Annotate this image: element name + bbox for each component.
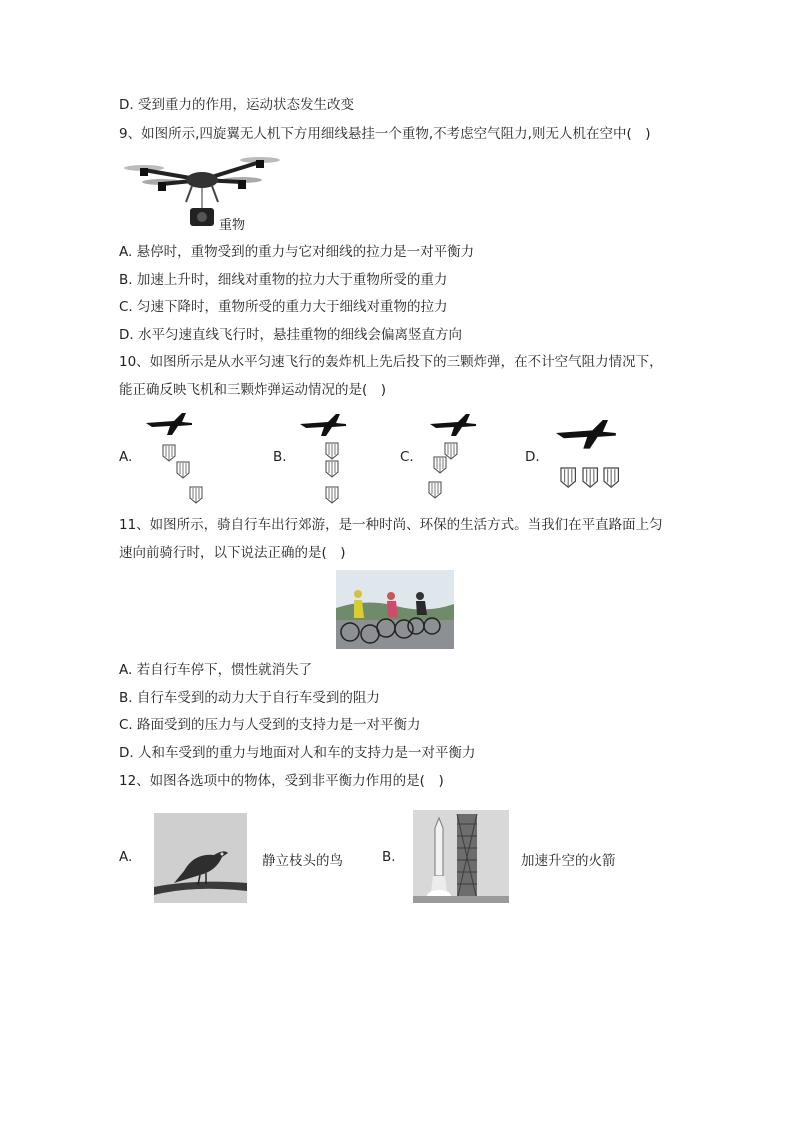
q10-stem-line1: 10、如图所示是从水平匀速飞行的轰炸机上先后投下的三颗炸弹，在不计空气阻力情况下， [119,354,663,370]
q11-option-c: C. 路面受到的压力与人受到的支持力是一对平衡力 [119,717,421,733]
bomb-icon [583,468,597,487]
q10-option-c-label: C. [400,449,414,465]
q10-option-d-label: D. [525,449,540,465]
q12-option-b-label: B. [382,849,396,865]
q11-option-d: D. 人和车受到的重力与地面对人和车的支持力是一对平衡力 [119,745,476,761]
bomb-icon [604,468,618,487]
q12-option-a-caption: 静立枝头的鸟 [262,853,343,869]
bomb-icon [561,468,575,487]
q10-option-a-label: A. [119,449,133,465]
q10-figures [0,0,794,520]
weight-label: 重物 [219,218,246,233]
bomb-icon [177,462,189,478]
bomb-icon [434,457,446,473]
bomb-icon [326,443,338,459]
q12-stem: 12、如图各选项中的物体，受到非平衡力作用的是( ) [119,773,444,789]
bomb-icon [190,487,202,503]
q12-option-a-label: A. [119,849,133,865]
bomb-icon [429,482,441,498]
plane-icon [430,414,476,436]
bomb-icon [445,443,457,459]
q9-option-d: D. 水平匀速直线飞行时，悬挂重物的细线会偏离竖直方向 [119,327,462,343]
plane-icon [300,414,346,436]
q11-stem-line2: 速向前骑行时，以下说法正确的是( ) [119,545,346,561]
plane-icon [556,420,616,449]
q9-option-a: A. 悬停时，重物受到的重力与它对细线的拉力是一对平衡力 [119,244,475,260]
q10-stem-line2: 能正确反映飞机和三颗炸弹运动情况的是( ) [119,382,387,398]
q11-option-a: A. 若自行车停下，惯性就消失了 [119,662,313,678]
plane-icon [146,413,192,435]
bomb-icon [163,445,175,461]
bomb-icon [326,487,338,503]
q11-stem-line1: 11、如图所示，骑自行车出行郊游，是一种时尚、环保的生活方式。当我们在平直路面上匀 [119,517,663,533]
q12-option-b-caption: 加速升空的火箭 [521,853,616,869]
bomb-icon [326,461,338,477]
q8-option-d: D. 受到重力的作用，运动状态发生改变 [119,97,354,113]
q9-stem: 9、如图所示,四旋翼无人机下方用细线悬挂一个重物,不考虑空气阻力,则无人机在空中( ) [119,126,651,142]
cyclists-photo [336,570,454,649]
q9-option-b: B. 加速上升时，细线对重物的拉力大于重物所受的重力 [119,272,448,288]
rocket-photo [413,810,509,903]
q9-option-c: C. 匀速下降时，重物所受的重力大于细线对重物的拉力 [119,299,448,315]
q11-option-b: B. 自行车受到的动力大于自行车受到的阻力 [119,690,380,706]
bird-photo [154,813,247,903]
q10-option-b-label: B. [273,449,287,465]
